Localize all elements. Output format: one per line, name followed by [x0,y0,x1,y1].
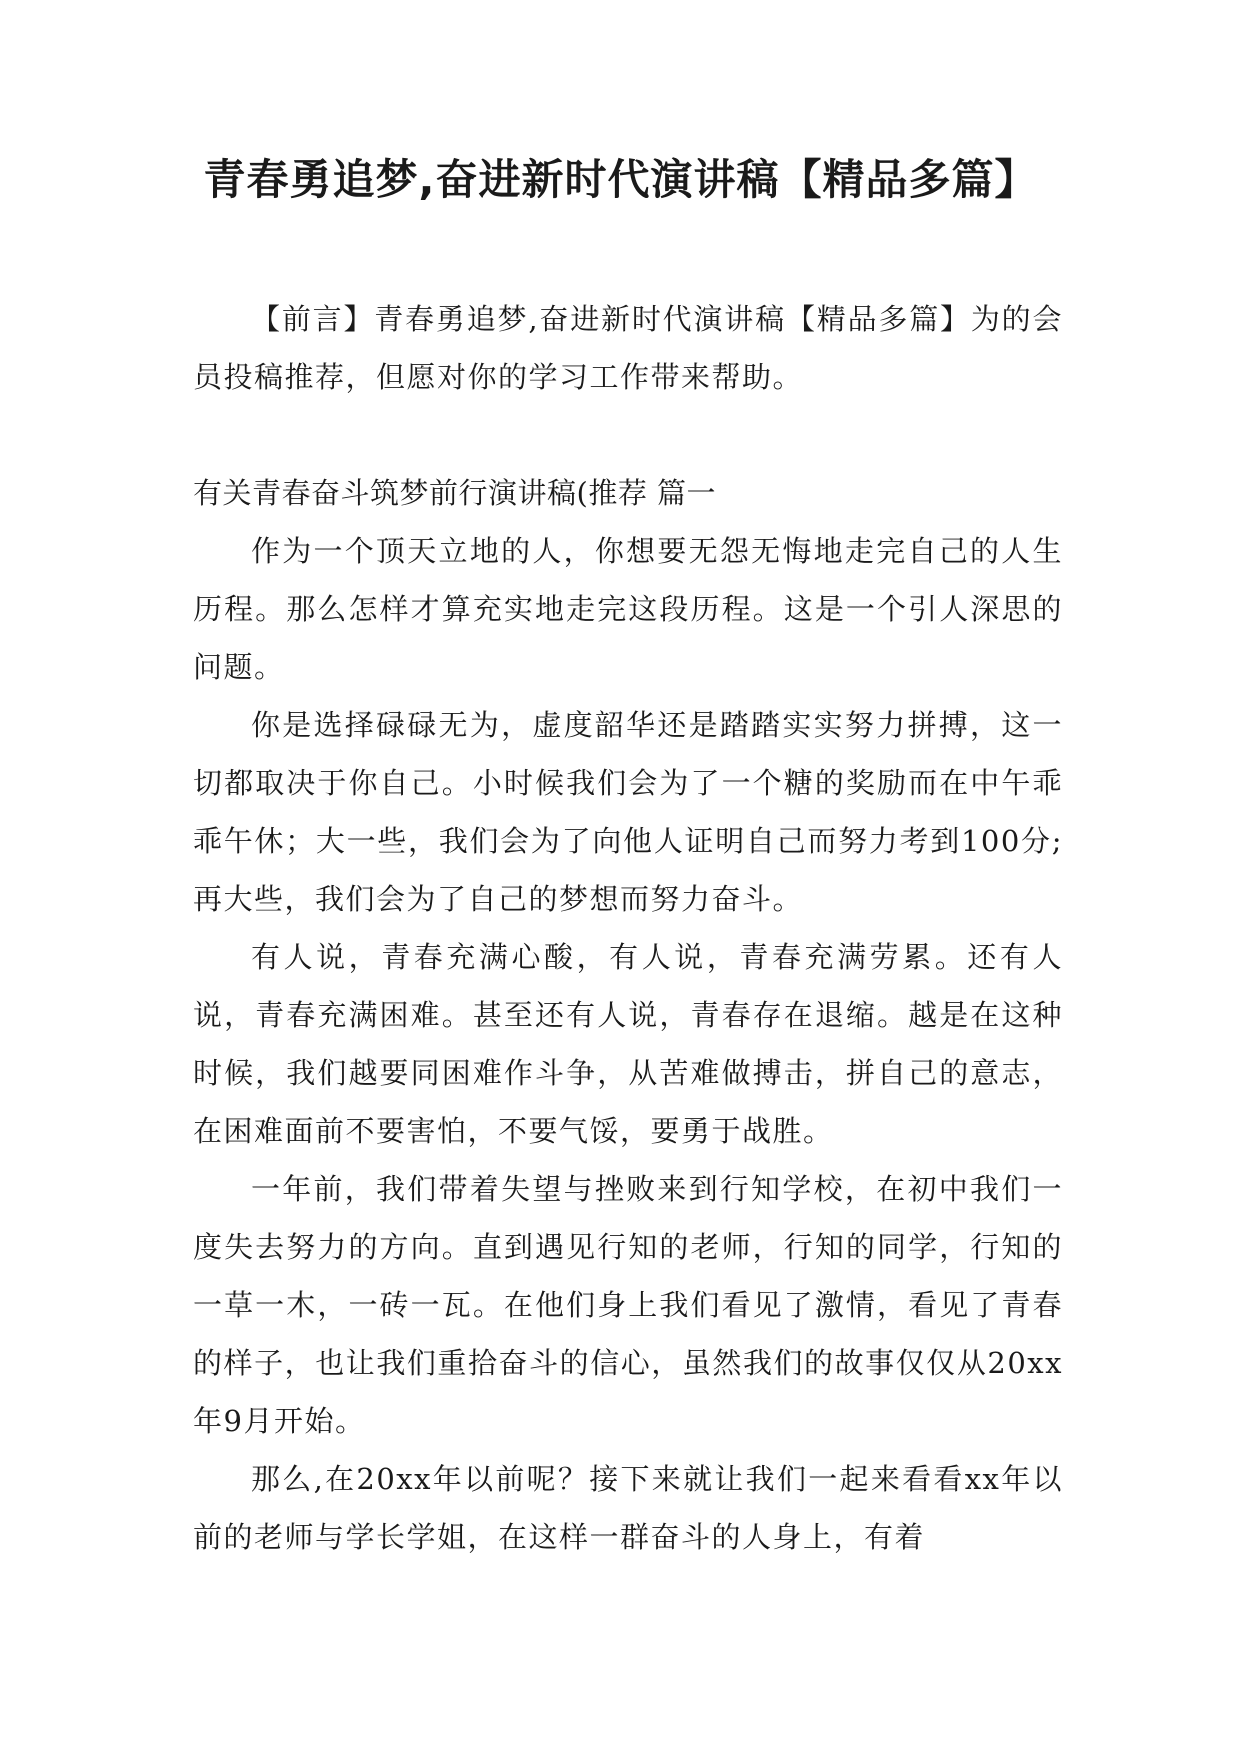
body-paragraph: 那么,在20xx年以前呢？接下来就让我们一起来看看xx年以前的老师与学长学姐，在这样一群奋斗的人身上，有着 [193,1462,1063,1554]
document-body [193,290,1063,1566]
body-paragraph: 作为一个顶天立地的人，你想要无怨无悔地走完自己的人生历程。那么怎样才算充实地走完这段历程。这是一个引人深思的问题。 [193,534,1063,684]
section-heading: 有关青春奋斗筑梦前行演讲稿(推荐 篇一 [193,476,717,510]
body-paragraph: 你是选择碌碌无为，虚度韶华还是踏踏实实努力拼搏，这一切都取决于你自己。小时候我们会为了一个糖的奖励而在中午乖乖午休；大一些，我们会为了向他人证明自己而努力考到100分; 再大些，我们会为了自己的梦想而努力奋斗。 [193,708,1063,916]
body-paragraph: 有人说，青春充满心酸，有人说，青春充满劳累。还有人说，青春充满困难。甚至还有人说，青春存在退缩。越是在这种时候，我们越要同困难作斗争，从苦难做搏击，拼自己的意志，在困难面前不要害怕，不要气馁，要勇于战胜。 [193,940,1063,1148]
document-title: 青春勇追梦,奋进新时代演讲稿【精品多篇】 [203,155,1038,204]
body-paragraph: 一年前，我们带着失望与挫败来到行知学校，在初中我们一度失去努力的方向。直到遇见行知的老师，行知的同学，行知的一草一木，一砖一瓦。在他们身上我们看见了激情，看见了青春的样子，也让我们重拾奋斗的信心，虽然我们的故事仅仅从20xx年9月开始。 [193,1172,1063,1438]
preface-paragraph: 【前言】青春勇追梦,奋进新时代演讲稿【精品多篇】为的会员投稿推荐，但愿对你的学习工作带来帮助。 [193,302,1063,394]
